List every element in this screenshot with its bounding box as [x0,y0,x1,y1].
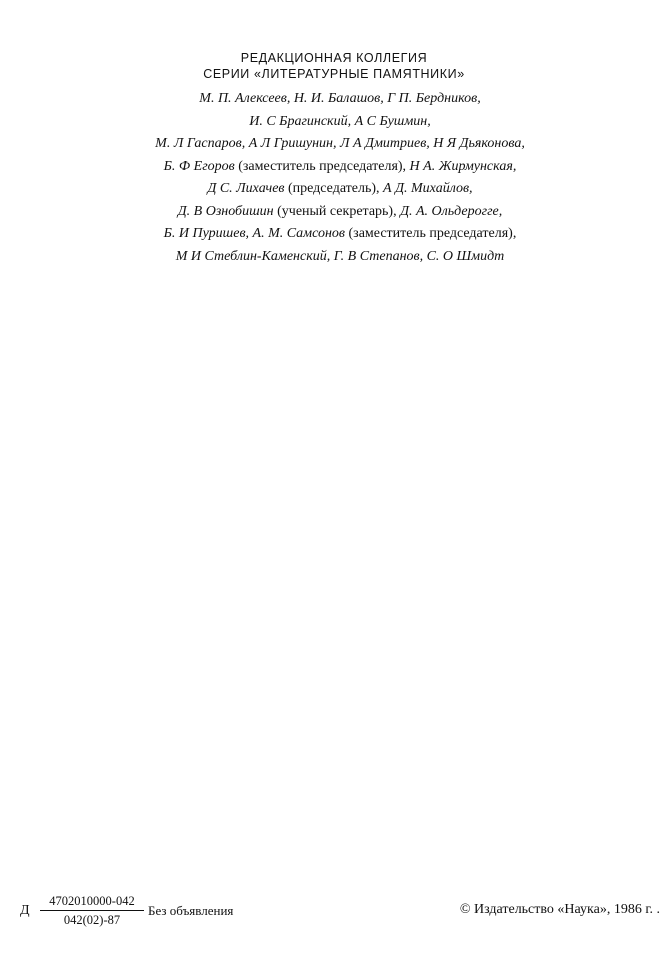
members-line-6 [60,201,620,224]
members-line-7 [60,223,620,246]
members-line-5 [60,178,620,201]
member-purishev-samsonov: Б. И Пуришев, А. М. Самсонов [163,226,346,241]
imprint-letter: Д [20,903,30,918]
members-line-4 [60,156,620,179]
copyright-notice: © Издательство «Наука», 1986 г. . [459,902,660,917]
catalog-index-numerator: 4702010000-042 [40,893,144,911]
catalog-index-denominator: 042(02)-87 [63,913,121,927]
member-oznobishin: Д. В Ознобишин [177,203,274,219]
role-note: (председатель), [284,181,384,196]
member-egorov: Б. Ф Егоров [163,158,235,174]
catalog-index [40,893,144,928]
editorial-board-heading [0,50,668,82]
heading-line-1: РЕДАКЦИОННАЯ КОЛЛЕГИЯ [240,51,428,65]
members-line-2: И. С Брагинский, А С Бушмин, [249,113,431,129]
members-line-3: М. Л Гаспаров, А Л Гришунин, Л А Дмитриев, Н Я Дьяконова, [155,136,525,151]
members-line-8: М И Стеблин-Каменский, Г. В Степанов, С. О Шмидт [175,248,505,264]
role-note: (заместитель председателя), [234,158,410,174]
members-line-1: М. П. Алексеев, Н. И. Балашов, Г П. Бердников, [199,91,481,106]
editorial-board-members [60,88,620,268]
role-note: (ученый секретарь), [273,203,401,219]
member-olderogge: Д. А. Ольдерогге, [400,203,503,219]
imprint [20,890,660,930]
role-note: (заместитель председателя), [345,226,517,241]
heading-line-2: СЕРИИ «ЛИТЕРАТУРНЫЕ ПАМЯТНИКИ» [203,67,465,81]
member-zhirmunskaya: Н А. Жирмунская, [409,158,517,174]
member-likhachev: Д С. Лихачев [207,181,285,196]
member-mikhailov: А Д. Михайлов, [383,181,473,196]
no-ads-note: Без объявления [148,903,234,918]
